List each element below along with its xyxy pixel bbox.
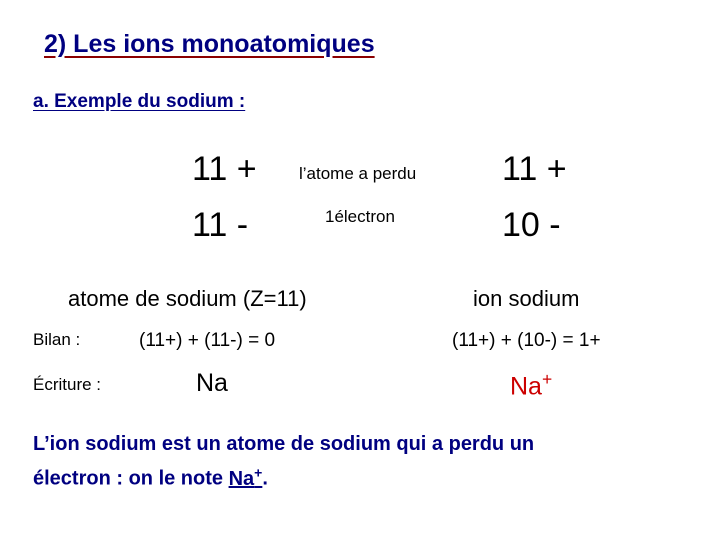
ion-caption: ion sodium: [473, 286, 580, 311]
atom-protons: 11 +: [192, 150, 257, 188]
page-title: 2) Les ions monoatomiques: [44, 30, 375, 58]
section-subtitle: a. Exemple du sodium :: [33, 91, 246, 112]
conclusion-line2-prefix: électron : on le note: [33, 467, 229, 490]
conclusion-ion-symbol: Na: [228, 467, 255, 490]
conclusion-ion-notation: [228, 464, 263, 490]
conclusion-line1: L’ion sodium est un atome de sodium qui a perdu un: [33, 433, 535, 455]
conclusion: [33, 430, 534, 493]
ion-charge: +: [541, 369, 553, 389]
bilan-ion: (11+) + (10-) = 1+: [452, 330, 601, 351]
transition-line1: l’atome a perdu: [299, 164, 417, 183]
ion-symbol: Na: [510, 372, 542, 401]
ecriture-ion-formula: [510, 369, 552, 401]
atom-electrons: 11 -: [192, 206, 249, 244]
bilan-atom: (11+) + (11-) = 0: [139, 330, 276, 351]
transition-line2: 1électron: [325, 207, 395, 226]
conclusion-line2: [33, 458, 534, 493]
ecriture-atom-symbol: Na: [196, 369, 228, 397]
ion-electrons: 10 -: [502, 206, 561, 244]
bilan-label: Bilan :: [33, 330, 81, 349]
conclusion-ion-charge: +: [254, 464, 263, 480]
ecriture-label: Écriture :: [33, 375, 102, 394]
ion-protons: 11 +: [502, 150, 567, 188]
conclusion-suffix: .: [262, 467, 268, 490]
atom-caption: atome de sodium (Z=11): [68, 286, 307, 311]
